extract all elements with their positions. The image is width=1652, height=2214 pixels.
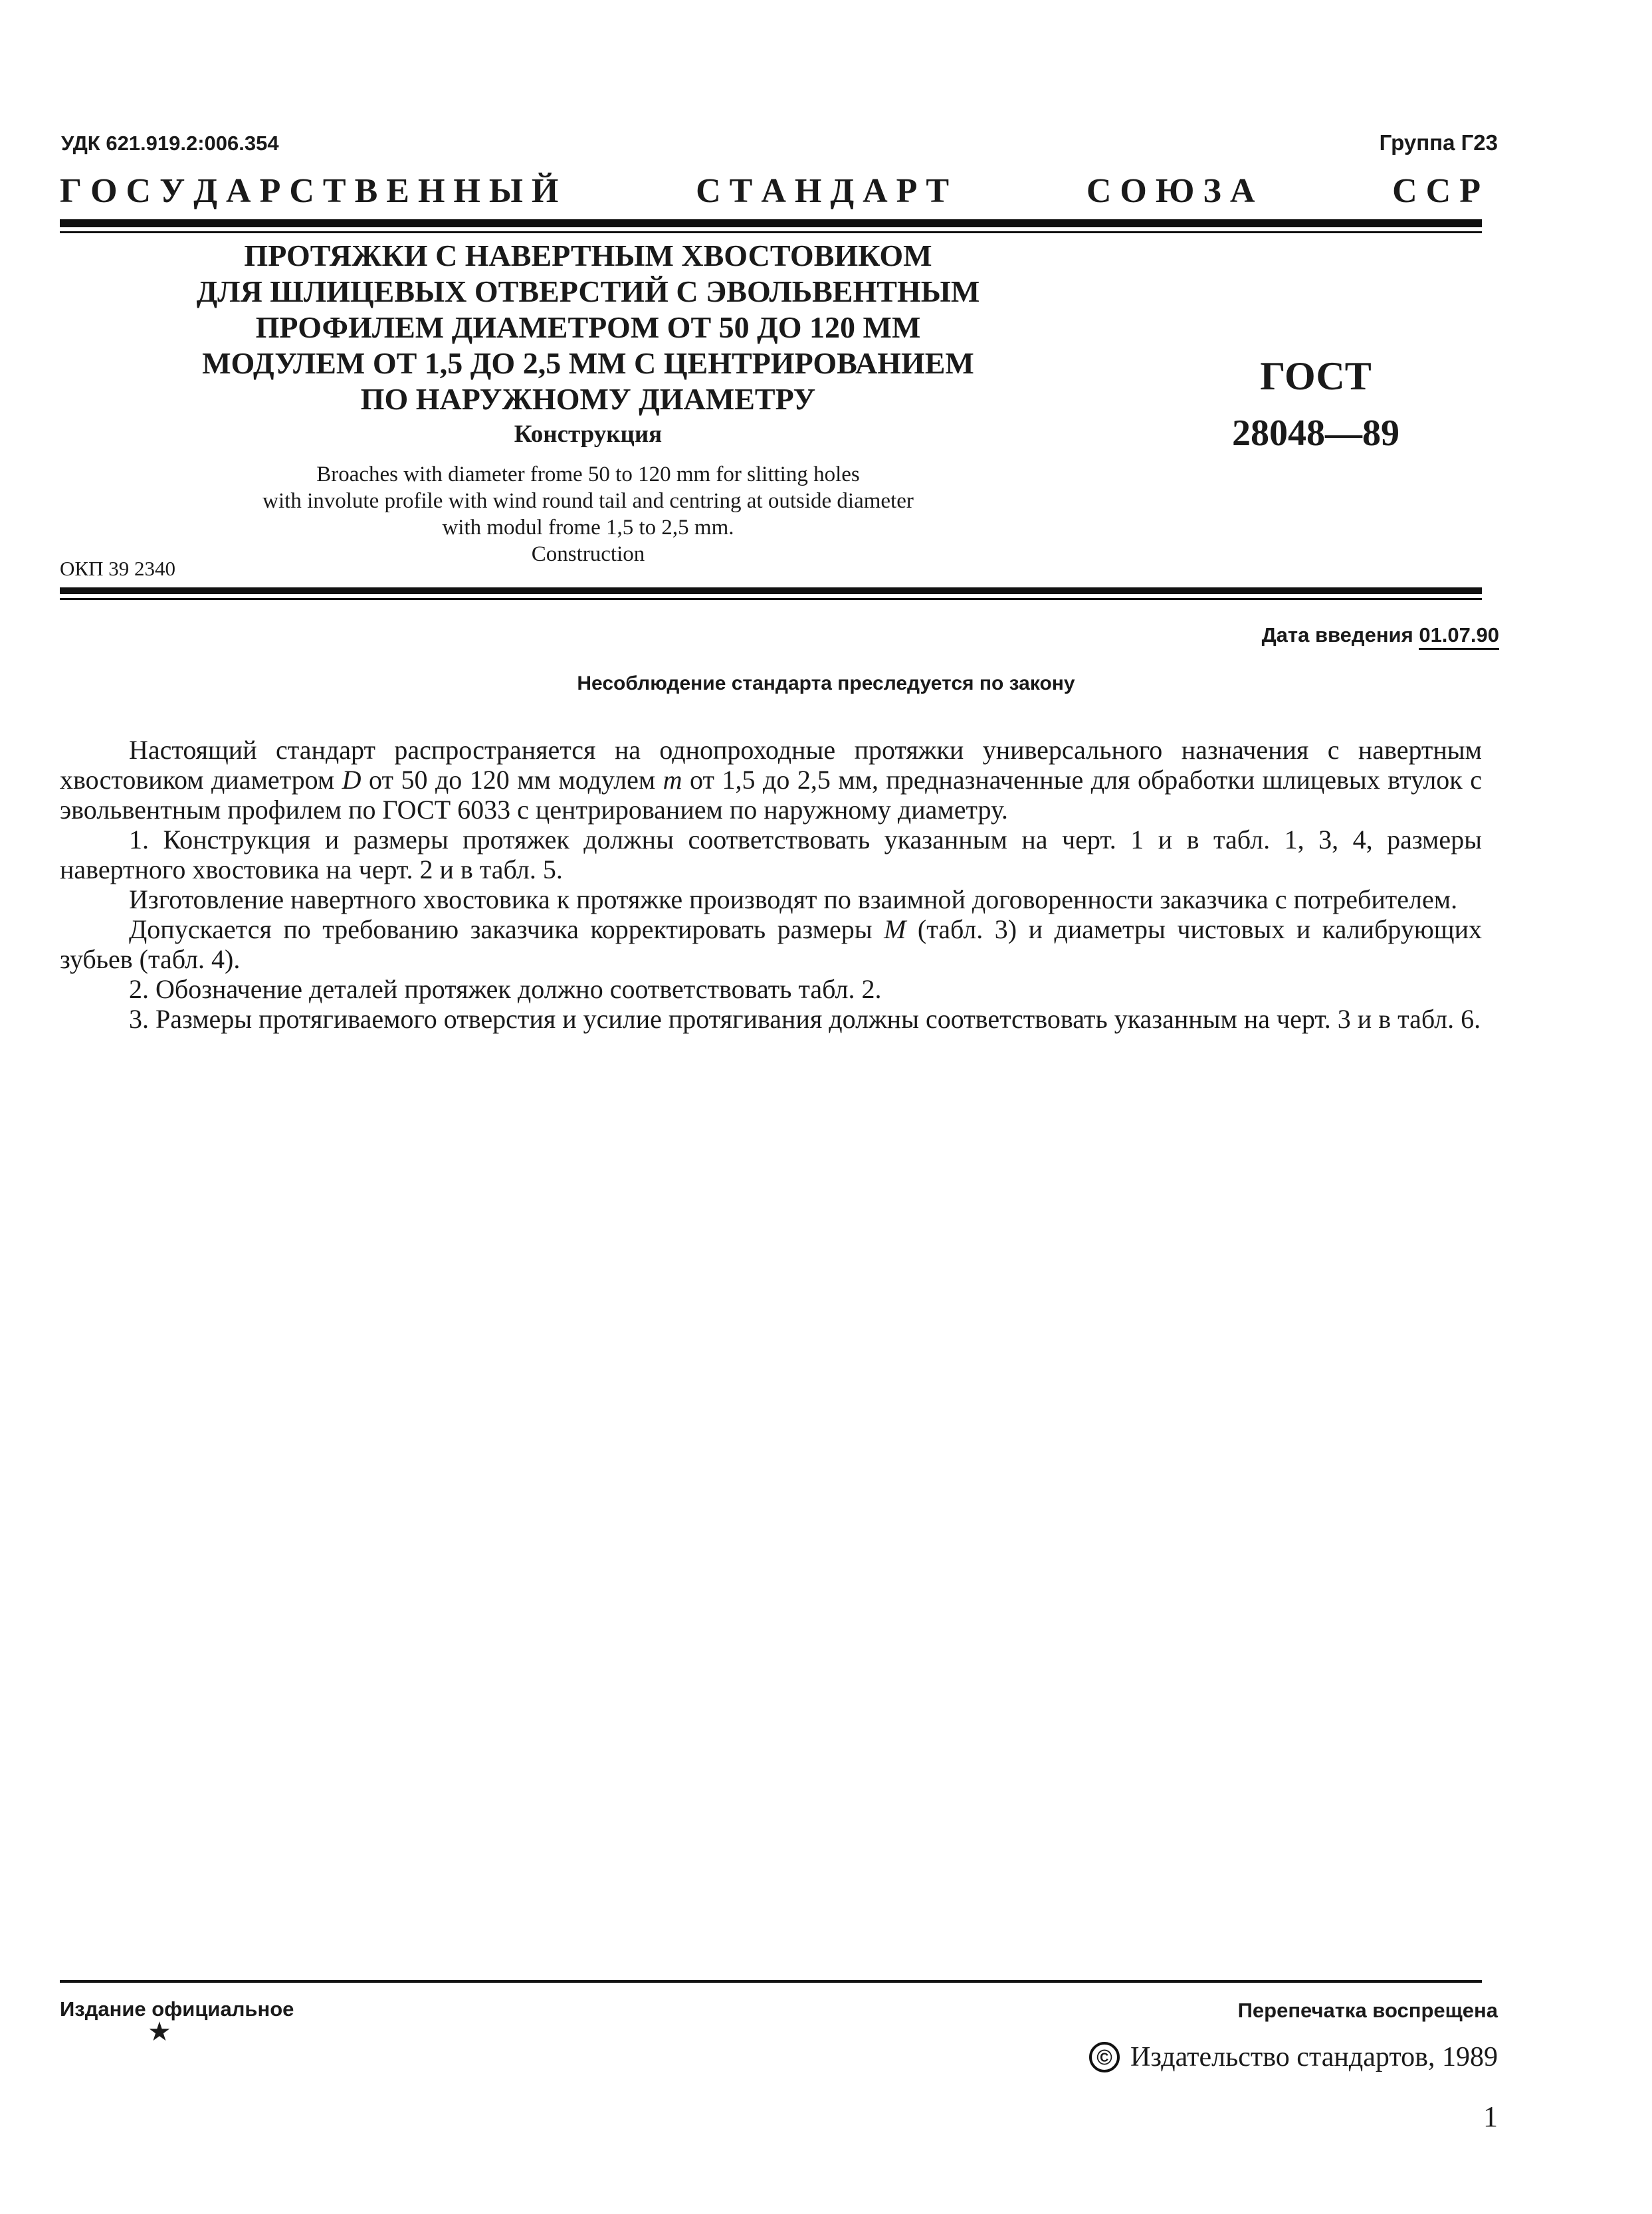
state-standard-heading (60, 171, 1481, 211)
body-paragraph-1: 1. Конструкция и размеры протяжек должны соответствовать указанным на черт. 1 и в табл. 1, 3, 4, размеры навертного хвостовика на черт. 2 и в табл. 5. (60, 825, 1482, 884)
variable-big-m: M (884, 914, 906, 944)
variable-m: m (663, 765, 682, 795)
header-rule-thick (60, 219, 1482, 227)
heading-word-standard: С Т А Н Д А Р Т (696, 172, 950, 210)
title-en-line: with involute profile with wind round tail and centring at outside diameter (262, 489, 914, 513)
title-en-line: with modul frome 1,5 to 2,5 mm. (442, 516, 734, 540)
udk-code: УДК 621.919.2:006.354 (61, 132, 279, 155)
star-icon: ★ (148, 2017, 171, 2047)
official-edition: Издание официальное (60, 1997, 294, 2021)
title-ru-line: ПРОФИЛЕМ ДИАМЕТРОМ ОТ 50 ДО 120 ММ (255, 310, 921, 344)
title-ru (133, 238, 1043, 417)
heading-word-state: Г О С У Д А Р С Т В Е Н Н Ы Й (60, 172, 559, 210)
title-ru-line: ПРОТЯЖКИ С НАВЕРТНЫМ ХВОСТОВИКОМ (244, 239, 932, 272)
title-rule-thin (60, 598, 1482, 600)
variable-d: D (342, 765, 361, 795)
legal-warning: Несоблюдение стандарта преследуется по закону (577, 672, 1075, 694)
title-rule-thick (60, 587, 1482, 594)
subtitle-ru: Конструкция (514, 421, 663, 448)
header-rule-thin (60, 231, 1482, 233)
heading-word-ussr: С С Р (1392, 172, 1481, 210)
introduction-date-value: 01.07.90 (1419, 623, 1499, 650)
introduction-date-label: Дата введения (1261, 623, 1413, 647)
body-paragraph-scope: Настоящий стандарт распространяется на однопроходные протяжки универсального назначения с навертным хвостовиком диаметром D от 50 до 120 мм модулем m от 1,5 до 2,5 мм, предназначенные для обработки шлицевых втулок с эвольвентным профилем по ГОСТ 6033 с центрированием по наружному диаметру. (60, 735, 1482, 825)
group-code: Группа Г23 (1379, 130, 1498, 155)
title-ru-line: ПО НАРУЖНОМУ ДИАМЕТРУ (360, 382, 816, 416)
heading-word-union: С О Ю З А (1086, 172, 1255, 210)
page-number: 1 (1483, 2100, 1498, 2133)
introduction-date (1262, 623, 1499, 647)
body-paragraph-manufacture: Изготовление навертного хвостовика к протяжке производят по взаимной договоренности заказчика с потребителем. (129, 884, 1458, 914)
title-ru-line: ДЛЯ ШЛИЦЕВЫХ ОТВЕРСТИЙ С ЭВОЛЬВЕНТНЫМ (196, 274, 980, 308)
title-en-line: Construction (531, 542, 645, 566)
okp-code: ОКП 39 2340 (60, 557, 175, 580)
body-paragraph-3: 3. Размеры протягиваемого отверстия и усилие протягивания должны соответствовать указанным на черт. 3 и в табл. 6. (129, 1004, 1481, 1034)
body-paragraph-2: 2. Обозначение деталей протяжек должно соответствовать табл. 2. (129, 974, 882, 1004)
reprint-forbidden: Перепечатка воспрещена (1237, 1999, 1498, 2022)
gost-label: ГОСТ (1260, 354, 1372, 398)
publisher-copyright (1089, 2041, 1498, 2073)
publisher-name: Издательство стандартов, 1989 (1130, 2042, 1498, 2072)
title-en (133, 461, 1043, 567)
footer-rule (60, 1980, 1482, 1983)
title-en-line: Broaches with diameter frome 50 to 120 mm for slitting holes (316, 462, 860, 486)
copyright-icon: © (1089, 2042, 1120, 2072)
body-text (60, 735, 1482, 1034)
title-ru-line: МОДУЛЕМ ОТ 1,5 ДО 2,5 ММ С ЦЕНТРИРОВАНИЕМ (202, 346, 974, 380)
gost-number: 28048—89 (1232, 413, 1399, 454)
body-paragraph-correction: Допускается по требованию заказчика корректировать размеры M (табл. 3) и диаметры чистовых и калибрующих зубьев (табл. 4). (60, 914, 1482, 974)
